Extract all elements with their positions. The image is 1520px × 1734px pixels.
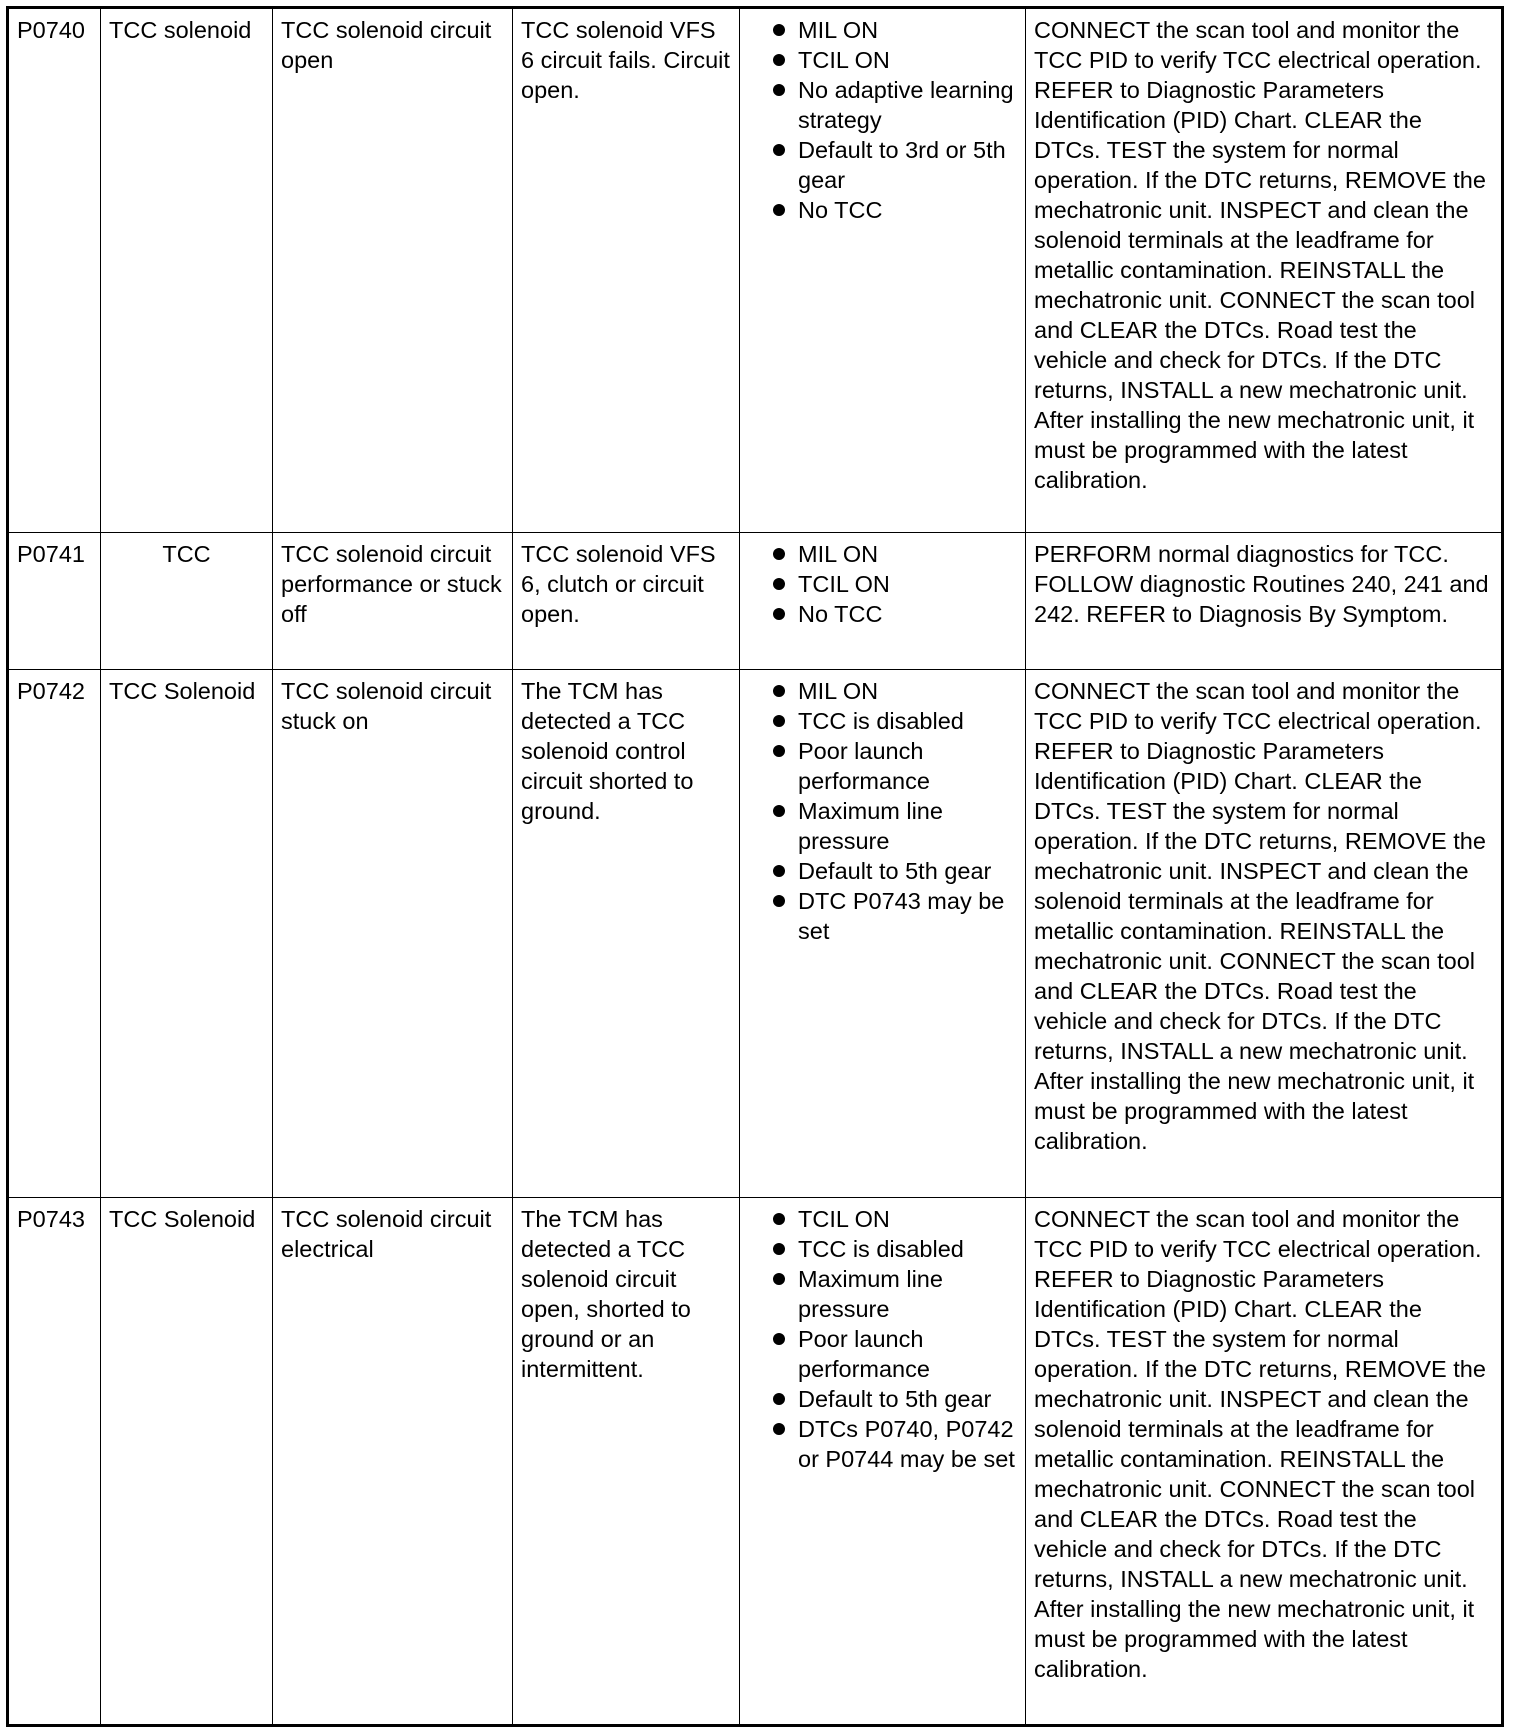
description-cell: TCC solenoid circuit electrical xyxy=(273,1198,513,1726)
dtc-code-cell: P0741 xyxy=(8,533,101,670)
table-row xyxy=(8,1198,1503,1726)
symptom-text: MIL ON xyxy=(798,541,879,567)
list-item xyxy=(748,195,1017,225)
list-item xyxy=(748,796,1017,856)
symptom-text: TCIL ON xyxy=(798,47,890,73)
dtc-code-cell: P0740 xyxy=(8,8,101,533)
list-item xyxy=(748,1324,1017,1384)
component-cell: TCC xyxy=(101,533,273,670)
bullet-icon xyxy=(773,805,785,817)
list-item xyxy=(748,569,1017,599)
action-cell: CONNECT the scan tool and monitor the TCC PID to verify TCC electrical operation. REFER to Diagnostic Parameters Identification (PID) Chart. CLEAR the DTCs. TEST the system for normal operation. If the DTC returns, REMOVE the mechatronic unit. INSPECT and clean the solenoid terminals at the leadframe for metallic contamination. REINSTALL the mechatronic unit. CONNECT the scan tool and CLEAR the DTCs. Road test the vehicle and check for DTCs. If the DTC returns, INSTALL a new mechatronic unit. After installing the new mechatronic unit, it must be programmed with the latest calibration. xyxy=(1026,1198,1503,1726)
bullet-icon xyxy=(773,144,785,156)
table-row xyxy=(8,670,1503,1198)
bullet-icon xyxy=(773,578,785,590)
condition-cell: The TCM has detected a TCC solenoid circuit open, shorted to ground or an intermittent. xyxy=(513,1198,740,1726)
symptom-text: No TCC xyxy=(798,197,883,223)
list-item xyxy=(748,1234,1017,1264)
bullet-icon xyxy=(773,1393,785,1405)
symptom-text: TCIL ON xyxy=(798,1206,890,1232)
symptoms-list xyxy=(748,1204,1017,1474)
component-cell: TCC Solenoid xyxy=(101,670,273,1198)
bullet-icon xyxy=(773,54,785,66)
list-item xyxy=(748,736,1017,796)
symptom-text: No adaptive learning strategy xyxy=(798,77,1014,133)
description-cell: TCC solenoid circuit performance or stuck off xyxy=(273,533,513,670)
symptom-text: TCC is disabled xyxy=(798,708,964,734)
list-item xyxy=(748,45,1017,75)
bullet-icon xyxy=(773,24,785,36)
list-item xyxy=(748,15,1017,45)
component-cell: TCC solenoid xyxy=(101,8,273,533)
component-cell: TCC Solenoid xyxy=(101,1198,273,1726)
symptoms-cell xyxy=(740,670,1026,1198)
symptom-text: Maximum line pressure xyxy=(798,1266,943,1322)
symptom-text: No TCC xyxy=(798,601,883,627)
bullet-icon xyxy=(773,608,785,620)
bullet-icon xyxy=(773,204,785,216)
bullet-icon xyxy=(773,685,785,697)
bullet-icon xyxy=(773,1423,785,1435)
bullet-icon xyxy=(773,865,785,877)
bullet-icon xyxy=(773,1243,785,1255)
bullet-icon xyxy=(773,715,785,727)
action-cell: CONNECT the scan tool and monitor the TCC PID to verify TCC electrical operation. REFER to Diagnostic Parameters Identification (PID) Chart. CLEAR the DTCs. TEST the system for normal operation. If the DTC returns, REMOVE the mechatronic unit. INSPECT and clean the solenoid terminals at the leadframe for metallic contamination. REINSTALL the mechatronic unit. CONNECT the scan tool and CLEAR the DTCs. Road test the vehicle and check for DTCs. If the DTC returns, INSTALL a new mechatronic unit. After installing the new mechatronic unit, it must be programmed with the latest calibration. xyxy=(1026,670,1503,1198)
symptoms-list xyxy=(748,15,1017,225)
list-item xyxy=(748,599,1017,629)
bullet-icon xyxy=(773,548,785,560)
dtc-code-cell: P0743 xyxy=(8,1198,101,1726)
symptoms-cell xyxy=(740,533,1026,670)
list-item xyxy=(748,1204,1017,1234)
symptom-text: Default to 3rd or 5th gear xyxy=(798,137,1006,193)
bullet-icon xyxy=(773,1333,785,1345)
dtc-code-cell: P0742 xyxy=(8,670,101,1198)
symptom-text: Maximum line pressure xyxy=(798,798,943,854)
symptom-text: MIL ON xyxy=(798,17,879,43)
symptoms-list xyxy=(748,539,1017,629)
condition-cell: The TCM has detected a TCC solenoid control circuit shorted to ground. xyxy=(513,670,740,1198)
action-cell: CONNECT the scan tool and monitor the TCC PID to verify TCC electrical operation. REFER to Diagnostic Parameters Identification (PID) Chart. CLEAR the DTCs. TEST the system for normal operation. If the DTC returns, REMOVE the mechatronic unit. INSPECT and clean the solenoid terminals at the leadframe for metallic contamination. REINSTALL the mechatronic unit. CONNECT the scan tool and CLEAR the DTCs. Road test the vehicle and check for DTCs. If the DTC returns, INSTALL a new mechatronic unit. After installing the new mechatronic unit, it must be programmed with the latest calibration. xyxy=(1026,8,1503,533)
list-item xyxy=(748,1414,1017,1474)
description-cell: TCC solenoid circuit stuck on xyxy=(273,670,513,1198)
table-row xyxy=(8,8,1503,533)
list-item xyxy=(748,75,1017,135)
symptom-text: DTC P0743 may be set xyxy=(798,888,1005,944)
symptom-text: DTCs P0740, P0742 or P0744 may be set xyxy=(798,1416,1015,1472)
dtc-table xyxy=(6,6,1504,1727)
list-item xyxy=(748,1384,1017,1414)
table-row xyxy=(8,533,1503,670)
list-item xyxy=(748,676,1017,706)
symptom-text: TCIL ON xyxy=(798,571,890,597)
symptoms-cell xyxy=(740,8,1026,533)
symptom-text: Poor launch performance xyxy=(798,738,930,794)
list-item xyxy=(748,135,1017,195)
symptom-text: MIL ON xyxy=(798,678,879,704)
list-item xyxy=(748,856,1017,886)
description-cell: TCC solenoid circuit open xyxy=(273,8,513,533)
symptom-text: Default to 5th gear xyxy=(798,858,992,884)
list-item xyxy=(748,1264,1017,1324)
bullet-icon xyxy=(773,745,785,757)
symptom-text: Default to 5th gear xyxy=(798,1386,992,1412)
symptom-text: TCC is disabled xyxy=(798,1236,964,1262)
symptoms-cell xyxy=(740,1198,1026,1726)
list-item xyxy=(748,539,1017,569)
bullet-icon xyxy=(773,895,785,907)
bullet-icon xyxy=(773,1273,785,1285)
symptom-text: Poor launch performance xyxy=(798,1326,930,1382)
condition-cell: TCC solenoid VFS 6 circuit fails. Circuit open. xyxy=(513,8,740,533)
list-item xyxy=(748,886,1017,946)
condition-cell: TCC solenoid VFS 6, clutch or circuit open. xyxy=(513,533,740,670)
bullet-icon xyxy=(773,84,785,96)
bullet-icon xyxy=(773,1213,785,1225)
symptoms-list xyxy=(748,676,1017,946)
list-item xyxy=(748,706,1017,736)
action-cell: PERFORM normal diagnostics for TCC. FOLLOW diagnostic Routines 240, 241 and 242. REFER to Diagnosis By Symptom. xyxy=(1026,533,1503,670)
